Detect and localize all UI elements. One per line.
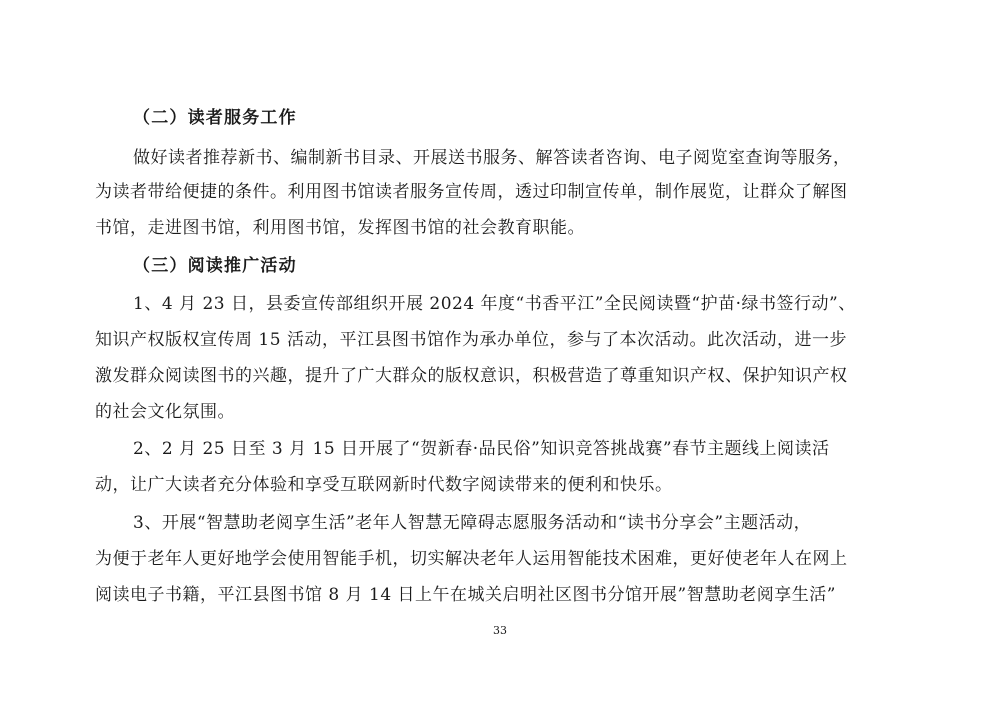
paragraph-line: 阅读电子书籍，平江县图书馆 8 月 14 日上午在城关启明社区图书分馆开展”智慧助老阅享生活”: [95, 585, 836, 605]
section-heading-reader-services: （二）读者服务工作: [133, 108, 297, 128]
paragraph-line: 激发群众阅读图书的兴趣，提升了广大群众的版权意识，积极营造了尊重知识产权、保护知识产权: [95, 366, 848, 386]
page-number: 33: [493, 624, 507, 637]
section-heading-reading-promotion: （三）阅读推广活动: [133, 256, 297, 276]
paragraph-line: 2、2 月 25 日至 3 月 15 日开展了“贺新春·品民俗”知识竞答挑战赛”春节主题线上阅读活: [133, 439, 830, 459]
paragraph-line: 为读者带给便捷的条件。利用图书馆读者服务宣传周，透过印制宣传单，制作展览，让群众了解图: [95, 182, 848, 202]
paragraph-line: 1、4 月 23 日，县委宣传部组织开展 2024 年度“书香平江”全民阅读暨“护苗·绿书签行动”、: [133, 294, 856, 314]
paragraph-line: 做好读者推荐新书、编制新书目录、开展送书服务、解答读者咨询、电子阅览室查询等服务，: [133, 148, 851, 168]
paragraph-line: 书馆，走进图书馆，利用图书馆，发挥图书馆的社会教育职能。: [95, 218, 585, 238]
paragraph-line: 动，让广大读者充分体验和享受互联网新时代数字阅读带来的便利和快乐。: [95, 475, 673, 495]
paragraph-line: 知识产权版权宣传周 15 活动，平江县图书馆作为承办单位，参与了本次活动。此次活动，进一步: [95, 330, 847, 350]
paragraph-line: 3、开展“智慧助老阅享生活”老年人智慧无障碍志愿服务活动和“读书分享会”主题活动，: [133, 513, 812, 533]
paragraph-line: 为便于老年人更好地学会使用智能手机，切实解决老年人运用智能技术困难，更好使老年人在网上: [95, 549, 848, 569]
paragraph-line: 的社会文化氛围。: [95, 402, 235, 422]
